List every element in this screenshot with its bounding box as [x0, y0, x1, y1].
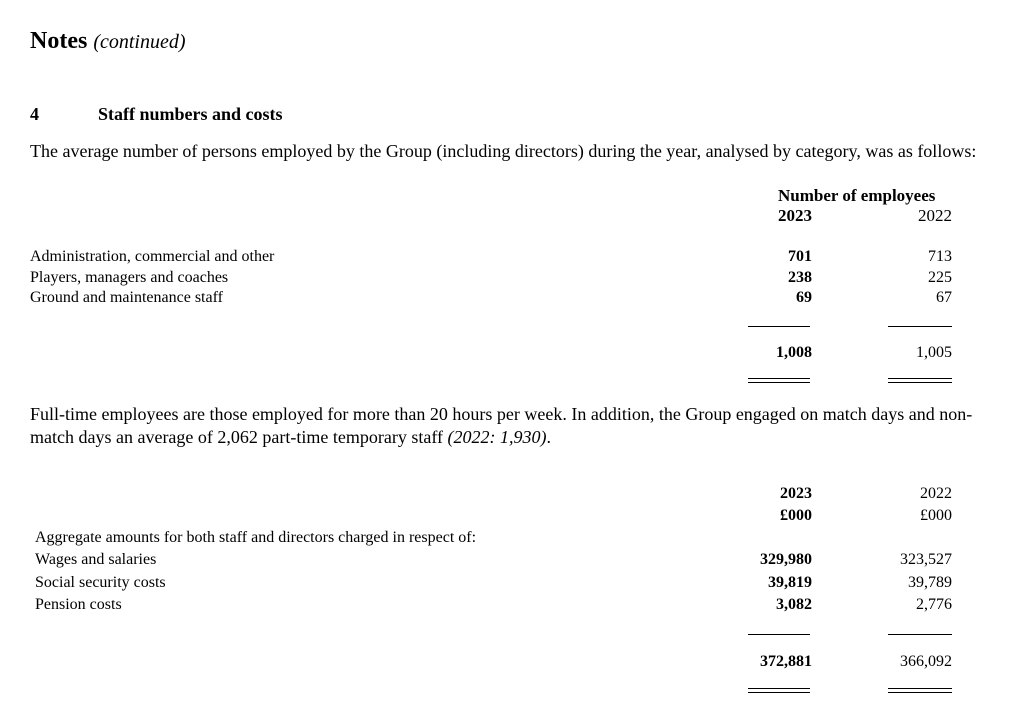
costs-row-2023: 329,980	[760, 551, 812, 568]
employees-row-label: Players, managers and coaches	[30, 269, 229, 286]
employees-row-2023: 701	[788, 248, 812, 265]
section-number: 4	[30, 104, 39, 124]
intro-paragraph: The average number of persons employed by the Group (including directors) during the year, analysed by category, was as follows:	[30, 141, 977, 161]
costs-double-rule-2023	[748, 688, 810, 693]
costs-row-2023: 39,819	[768, 574, 812, 591]
costs-row-2022: 2,776	[916, 596, 952, 613]
employees-row-label: Ground and maintenance staff	[30, 289, 223, 306]
employees-total-2023: 1,008	[776, 344, 812, 361]
employees-row-2022: 225	[928, 269, 952, 286]
page-title	[30, 28, 186, 55]
employees-col-2022: 2022	[918, 206, 952, 225]
costs-double-rule-2022	[888, 688, 952, 693]
costs-unit-2023: £000	[780, 507, 812, 524]
section-title: Staff numbers and costs	[98, 104, 283, 124]
employees-row-2022: 713	[928, 248, 952, 265]
employees-row-2023: 238	[788, 269, 812, 286]
costs-unit-2022: £000	[920, 507, 952, 524]
employees-row-label: Administration, commercial and other	[30, 248, 275, 265]
costs-col-2022: 2022	[920, 485, 952, 502]
costs-col-2023: 2023	[780, 485, 812, 502]
fulltime-note	[30, 403, 980, 449]
costs-row-label: Pension costs	[35, 596, 122, 613]
costs-row-2023: 3,082	[776, 596, 812, 613]
employees-row-2022: 67	[936, 289, 952, 306]
total-double-rule-2022	[888, 378, 952, 383]
page-title-suffix: (continued)	[93, 31, 186, 53]
subtotal-rule-2022	[888, 326, 952, 327]
costs-row-label: Social security costs	[35, 574, 166, 591]
page-title-text: Notes	[30, 28, 88, 54]
costs-row-2022: 323,527	[900, 551, 952, 568]
costs-row-label: Wages and salaries	[35, 551, 157, 568]
costs-total-2023: 372,881	[760, 653, 812, 670]
employees-col-2023: 2023	[778, 206, 812, 225]
total-double-rule-2023	[748, 378, 810, 383]
costs-row-2022: 39,789	[908, 574, 952, 591]
fulltime-note-comparative: (2022: 1,930)	[447, 427, 547, 447]
fulltime-note-text: Full-time employees are those employed for more than 20 hours per week. In addition, the Group engaged on match days and non-match days an average of 2,062 part-time temporary staff	[30, 404, 973, 447]
costs-intro: Aggregate amounts for both staff and directors charged in respect of:	[35, 529, 477, 546]
employees-row-2023: 69	[796, 289, 812, 306]
costs-subtotal-rule-2023	[748, 634, 810, 635]
employees-group-header: Number of employees	[778, 186, 936, 205]
employees-total-2022: 1,005	[916, 344, 952, 361]
subtotal-rule-2023	[748, 326, 810, 327]
costs-total-2022: 366,092	[900, 653, 952, 670]
fulltime-note-end: .	[546, 427, 551, 447]
costs-subtotal-rule-2022	[888, 634, 952, 635]
